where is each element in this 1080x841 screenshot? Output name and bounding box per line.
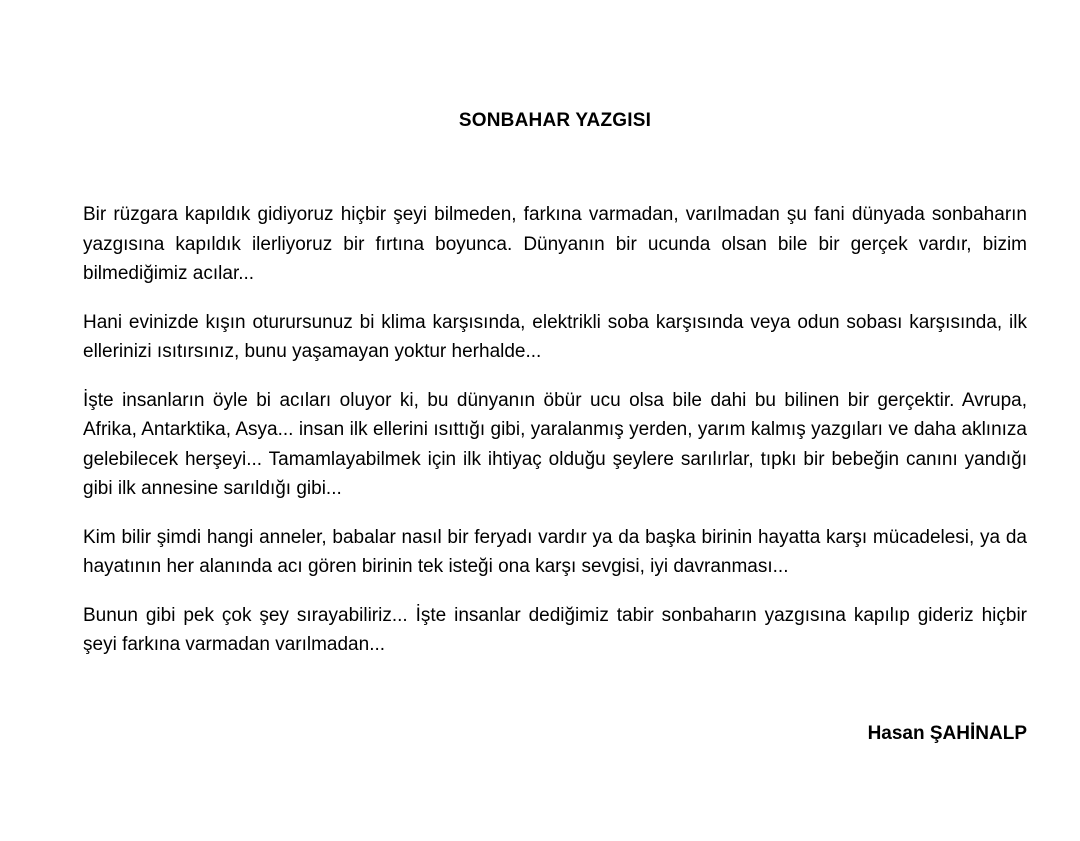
- paragraph-5: Bunun gibi pek çok şey sırayabiliriz... İşte insanlar dediğimiz tabir sonbaharın yazgısına kapılıp gideriz hiçbir şeyi farkına varmadan varılmadan...: [83, 604, 1027, 655]
- paragraph-1: Bir rüzgara kapıldık gidiyoruz hiçbir şeyi bilmeden, farkına varmadan, varılmadan şu fani dünyada sonbaharın yazgısına kapıldık ilerliyoruz bir fırtına boyunca. Dünyanın bir ucunda olsan bile bir gerçek vardır, bizim bilmediğimiz acılar...: [83, 204, 1027, 284]
- document-title: SONBAHAR YAZGISI: [458, 110, 652, 131]
- author-signature: Hasan ŞAHİNALP: [867, 723, 1027, 744]
- paragraph-4: Kim bilir şimdi hangi anneler, babalar nasıl bir feryadı vardır ya da başka birinin hayatta karşı mücadelesi, ya da hayatının her alanında acı gören birinin tek isteği ona karşı sevgisi, iyi davranması...: [83, 526, 1027, 577]
- document-body: [83, 200, 1027, 679]
- paragraph-2: Hani evinizde kışın oturursunuz bi klima karşısında, elektrikli soba karşısında veya odun sobası karşısında, ilk ellerinizi ısıtırsınız, bunu yaşamayan yoktur herhalde...: [83, 311, 1027, 362]
- paragraph-3: İşte insanların öyle bi acıları oluyor ki, bu dünyanın öbür ucu olsa bile dahi bu bilinen bir gerçektir. Avrupa, Afrika, Antarktika, Asya... insan ilk ellerini ısıttığı gibi, yaralanmış yerden, yarım kalmış yazgıları ve daha aklınıza gelebilecek herşeyi... Tamamlayabilmek için ilk ihtiyaç olduğu şeylere sarılırlar, tıpkı bir bebeğin canını yandığı gibi ilk annesine sarıldığı gibi...: [83, 389, 1027, 499]
